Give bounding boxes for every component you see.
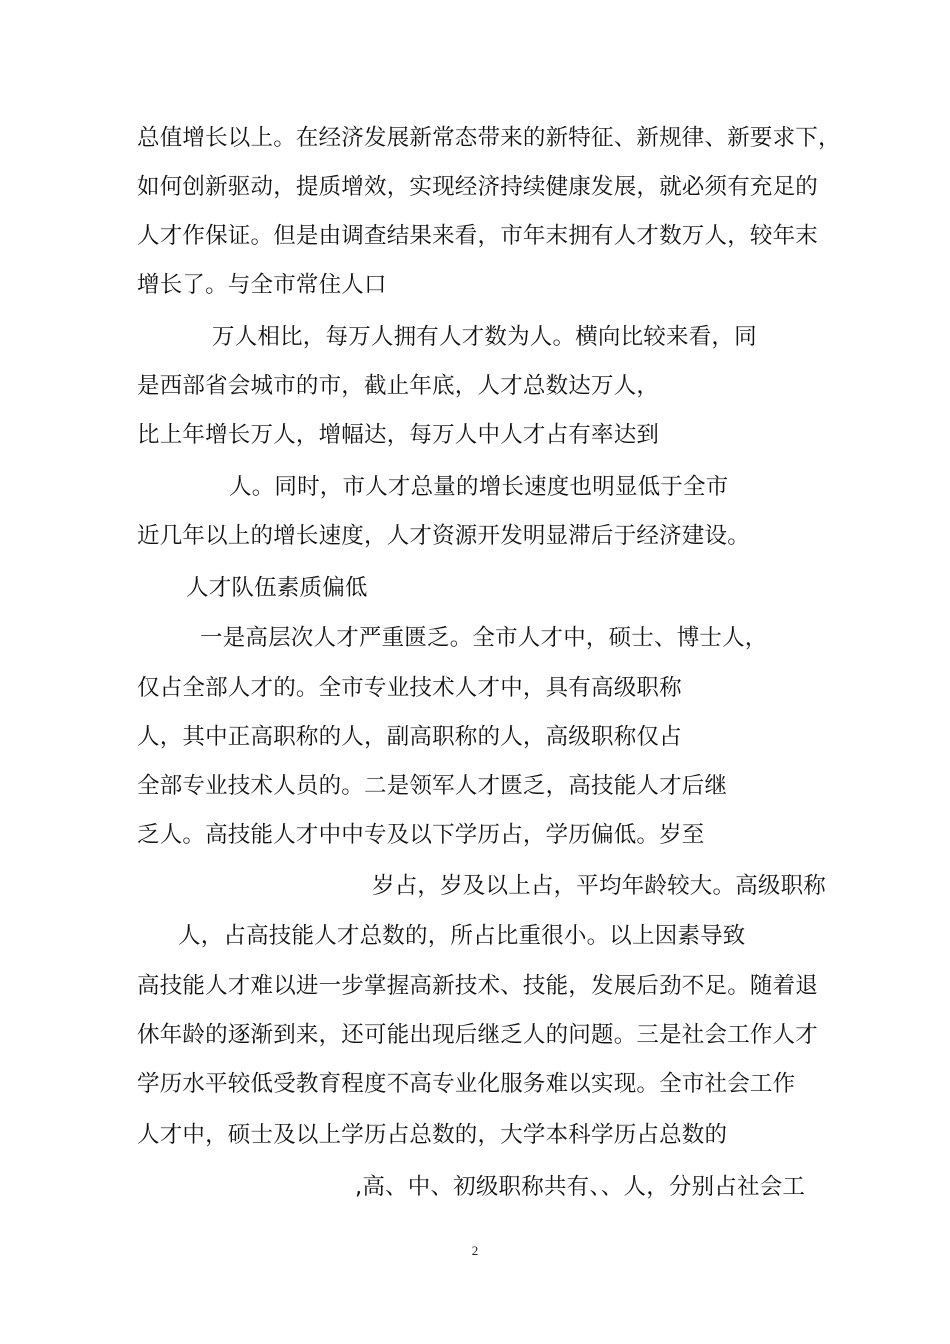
page-number: 2 [471,1243,479,1258]
text-line-2: 如何创新驱动，提质增效，实现经济持续健康发展，就必须有充足的 [137,174,819,200]
text-line-15: 乏人。高技能人才中中专及以下学历占，学历偏低。岁至 [137,822,705,848]
text-line-5: 万人相比，每万人拥有人才数为人。横向比较来看，同 [212,324,757,350]
text-line-13: 人，其中正高职称的人，副高职称的人，高级职称仅占 [137,724,682,750]
text-line-22: ,高、中、初级职称共有、、人，分别占社会工 [355,1174,806,1200]
text-line-1: 总值增长以上。在经济发展新常态带来的新特征、新规律、新要求下， [137,125,841,151]
text-line-11: 一是高层次人才严重匮乏。全市人才中，硕士、博士人， [200,625,768,651]
text-line-14: 全部专业技术人员的。二是领军人才匮乏，高技能人才后继 [137,773,728,799]
text-line-21: 人才中，硕士及以上学历占总数的，大学本科学历占总数的 [137,1122,728,1148]
text-line-16: 岁占，岁及以上占，平均年龄较大。高级职称 [372,873,827,899]
text-line-7: 比上年增长万人，增幅达，每万人中人才占有率达到 [137,422,660,448]
text-line-9: 近几年以上的增长速度，人才资源开发明显滞后于经济建设。 [137,523,750,549]
text-line-6: 是西部省会城市的市，截止年底，人才总数达万人， [137,373,660,399]
section-heading: 人才队伍素质偏低 [186,575,368,601]
text-line-19: 休年龄的逐渐到来，还可能出现后继乏人的问题。三是社会工作人才 [137,1022,819,1048]
text-line-8: 人。同时，市人才总量的增长速度也明显低于全市 [229,474,729,500]
text-line-17: 人，占高技能人才总数的，所占比重很小。以上因素导致 [178,923,746,949]
text-line-18: 高技能人才难以进一步掌握高新技术、技能，发展后劲不足。随着退 [137,973,819,999]
text-line-4: 增长了。与全市常住人口 [137,272,387,298]
text-line-3: 人才作保证。但是由调查结果来看，市年末拥有人才数万人，较年末 [137,223,819,249]
text-line-12: 仅占全部人才的。全市专业技术人才中，具有高级职称 [137,675,682,701]
text-line-20: 学历水平较低受教育程度不高专业化服务难以实现。全市社会工作 [137,1071,796,1097]
